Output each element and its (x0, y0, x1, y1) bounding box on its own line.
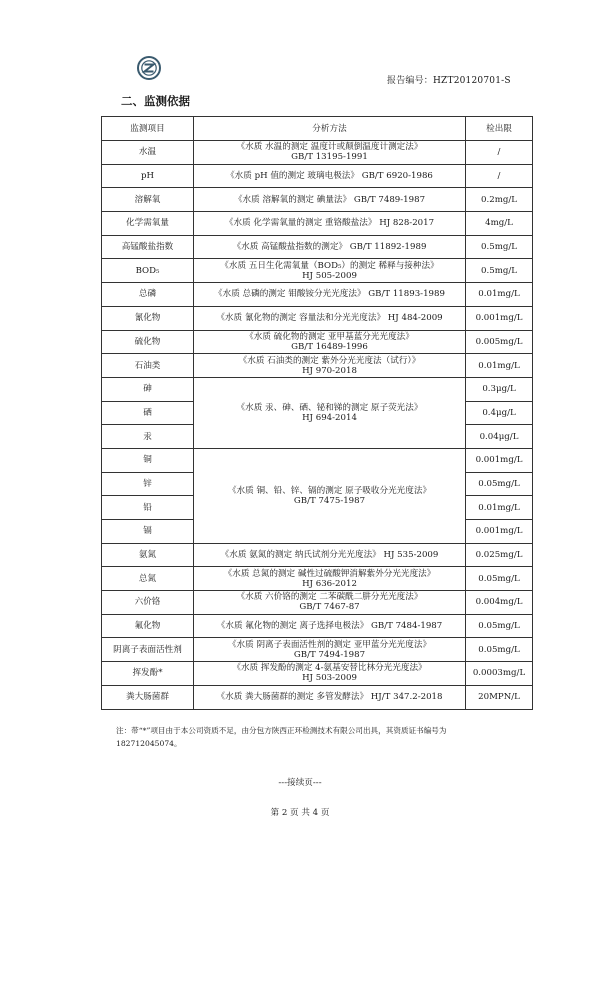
item-cell: 砷 (102, 377, 194, 401)
method-line: 《水质 总氮的测定 碱性过硫酸钾消解紫外分光光度法》 (223, 568, 436, 579)
method-line: 《水质 阴离子表面活性剂的测定 亚甲蓝分光光度法》 (227, 639, 432, 650)
limit-cell: 0.01mg/L (466, 283, 533, 307)
method-line: 《水质 汞、砷、硒、铋和锑的测定 原子荧光法》 (236, 402, 423, 413)
method-line: 《水质 氟化物的测定 离子选择电极法》 GB/T 7484-1987 (216, 621, 443, 632)
limit-cell: 0.4μg/L (466, 401, 533, 425)
footnote-line-2: 182712045074。 (116, 739, 182, 748)
method-line: HJ 636-2012 (302, 578, 357, 589)
item-cell: 化学需氧量 (102, 212, 194, 236)
item-cell: 总磷 (102, 283, 194, 307)
method-line: 《水质 石油类的测定 紫外分光光度法（试行）》 (238, 355, 421, 366)
table-row (102, 567, 533, 591)
method-line: GB/T 7475-1987 (293, 495, 366, 506)
limit-cell: 0.5mg/L (466, 259, 533, 283)
table-row (102, 188, 533, 212)
method-line: 《水质 挥发酚的测定 4-氨基安替比林分光光度法》 (232, 663, 427, 674)
method-cell (194, 164, 466, 188)
method-line: 《水质 六价铬的测定 二苯碳酰二肼分光光度法》 (236, 592, 423, 603)
method-cell (194, 662, 466, 686)
limit-cell: 0.001mg/L (466, 306, 533, 330)
item-cell: 硫化物 (102, 330, 194, 354)
limit-cell: 4mg/L (466, 212, 533, 236)
table-row (102, 235, 533, 259)
limit-cell: 0.01mg/L (466, 496, 533, 520)
limit-cell: 0.004mg/L (466, 591, 533, 615)
item-cell: 汞 (102, 425, 194, 449)
method-cell (194, 306, 466, 330)
table-row (102, 306, 533, 330)
method-line: 《水质 氨氮的测定 纳氏试剂分光光度法》 HJ 535-2009 (220, 550, 439, 561)
table-row (102, 685, 533, 709)
limit-cell: 0.01mg/L (466, 354, 533, 378)
item-cell: 铜 (102, 448, 194, 472)
item-cell: 溶解氧 (102, 188, 194, 212)
footnote (116, 724, 536, 750)
item-cell: 铅 (102, 496, 194, 520)
limit-cell: / (466, 141, 533, 165)
method-cell (194, 259, 466, 283)
table-row (102, 164, 533, 188)
limit-cell: 0.001mg/L (466, 448, 533, 472)
table-row (102, 141, 533, 165)
method-cell (194, 283, 466, 307)
item-cell: 氟化物 (102, 614, 194, 638)
method-cell (194, 591, 466, 615)
table-row (102, 448, 533, 472)
item-cell: 氨氮 (102, 543, 194, 567)
col-header-item: 监测项目 (102, 117, 194, 141)
method-cell (194, 354, 466, 378)
method-cell (194, 377, 466, 448)
table-row (102, 330, 533, 354)
item-cell: 硒 (102, 401, 194, 425)
item-cell: 粪大肠菌群 (102, 685, 194, 709)
table-row (102, 591, 533, 615)
method-cell (194, 638, 466, 662)
table-row (102, 354, 533, 378)
item-cell: 镉 (102, 520, 194, 544)
page-number: 第 2 页 共 4 页 (270, 808, 330, 818)
method-line: 《水质 化学需氧量的测定 重铬酸盐法》 HJ 828-2017 (224, 218, 435, 229)
col-header-method: 分析方法 (194, 117, 466, 141)
method-line: 《水质 五日生化需氧量（BOD₅）的测定 稀释与接种法》 (220, 260, 439, 271)
method-cell (194, 188, 466, 212)
table-row (102, 543, 533, 567)
table-row (102, 614, 533, 638)
limit-cell: 0.025mg/L (466, 543, 533, 567)
table-row (102, 662, 533, 686)
table-row (102, 638, 533, 662)
item-cell: 高锰酸盐指数 (102, 235, 194, 259)
method-cell (194, 212, 466, 236)
method-cell (194, 614, 466, 638)
item-cell: 阴离子表面活性剂 (102, 638, 194, 662)
method-line: 《水质 粪大肠菌群的测定 多管发酵法》 HJ/T 347.2-2018 (216, 692, 443, 703)
limit-cell: 0.2mg/L (466, 188, 533, 212)
method-line: 《水质 氰化物的测定 容量法和分光光度法》 HJ 484-2009 (216, 313, 443, 324)
col-header-limit: 检出限 (466, 117, 533, 141)
method-cell (194, 141, 466, 165)
item-cell: 六价铬 (102, 591, 194, 615)
company-logo (137, 56, 161, 80)
method-cell (194, 685, 466, 709)
continued-marker: ---接续页--- (278, 778, 322, 788)
limit-cell: 0.005mg/L (466, 330, 533, 354)
limit-cell: 0.05mg/L (466, 472, 533, 496)
method-line: HJ 503-2009 (302, 673, 357, 684)
item-cell: 锌 (102, 472, 194, 496)
item-cell: 氰化物 (102, 306, 194, 330)
item-cell: 水温 (102, 141, 194, 165)
limit-cell: 20MPN/L (466, 685, 533, 709)
method-line: 《水质 pH 值的测定 玻璃电极法》 GB/T 6920-1986 (226, 171, 433, 182)
method-line: 《水质 硫化物的测定 亚甲基蓝分光光度法》 (245, 331, 414, 342)
table-row (102, 259, 533, 283)
report-number: 报告编号：HZT20120701-S (387, 76, 511, 86)
method-line: HJ 505-2009 (302, 270, 357, 281)
method-line: 《水质 溶解氧的测定 碘量法》 GB/T 7489-1987 (233, 194, 426, 205)
table-row (102, 212, 533, 236)
table-body (102, 117, 533, 710)
item-cell: 石油类 (102, 354, 194, 378)
section-title: 二、监测依据 (121, 94, 190, 108)
method-cell (194, 330, 466, 354)
limit-cell: 0.001mg/L (466, 520, 533, 544)
method-cell (194, 235, 466, 259)
item-cell: 挥发酚* (102, 662, 194, 686)
item-cell: BOD₅ (102, 259, 194, 283)
monitoring-basis-table (101, 116, 533, 710)
method-line: 《水质 水温的测定 温度计或颠倒温度计测定法》 (236, 142, 423, 153)
limit-cell: 0.05mg/L (466, 614, 533, 638)
method-line: HJ 694-2014 (302, 412, 357, 423)
method-cell (194, 567, 466, 591)
method-line: HJ 970-2018 (302, 365, 357, 376)
limit-cell: / (466, 164, 533, 188)
limit-cell: 0.3μg/L (466, 377, 533, 401)
method-line: GB/T 13195-1991 (291, 152, 368, 163)
method-line: GB/T 7494-1987 (293, 649, 366, 660)
limit-cell: 0.5mg/L (466, 235, 533, 259)
method-line: 《水质 铜、铅、锌、镉的测定 原子吸收分光光度法》 (227, 485, 432, 496)
table-row (102, 377, 533, 401)
limit-cell: 0.04μg/L (466, 425, 533, 449)
method-cell (194, 543, 466, 567)
method-line: GB/T 16489-1996 (291, 341, 368, 352)
method-line: 《水质 总磷的测定 钼酸铵分光光度法》 GB/T 11893-1989 (214, 289, 445, 300)
limit-cell: 0.05mg/L (466, 567, 533, 591)
footnote-line-1: 注：带“*”项目由于本公司资质不足，由分包方陕西正环检测技术有限公司出具，其资质证书编号为 (116, 726, 447, 735)
method-cell (194, 448, 466, 543)
item-cell: pH (102, 164, 194, 188)
item-cell: 总氮 (102, 567, 194, 591)
table-row (102, 283, 533, 307)
table-header-row (102, 117, 533, 141)
method-line: GB/T 7467-87 (299, 602, 360, 613)
method-line: 《水质 高锰酸盐指数的测定》 GB/T 11892-1989 (232, 242, 427, 253)
limit-cell: 0.0003mg/L (466, 662, 533, 686)
limit-cell: 0.05mg/L (466, 638, 533, 662)
